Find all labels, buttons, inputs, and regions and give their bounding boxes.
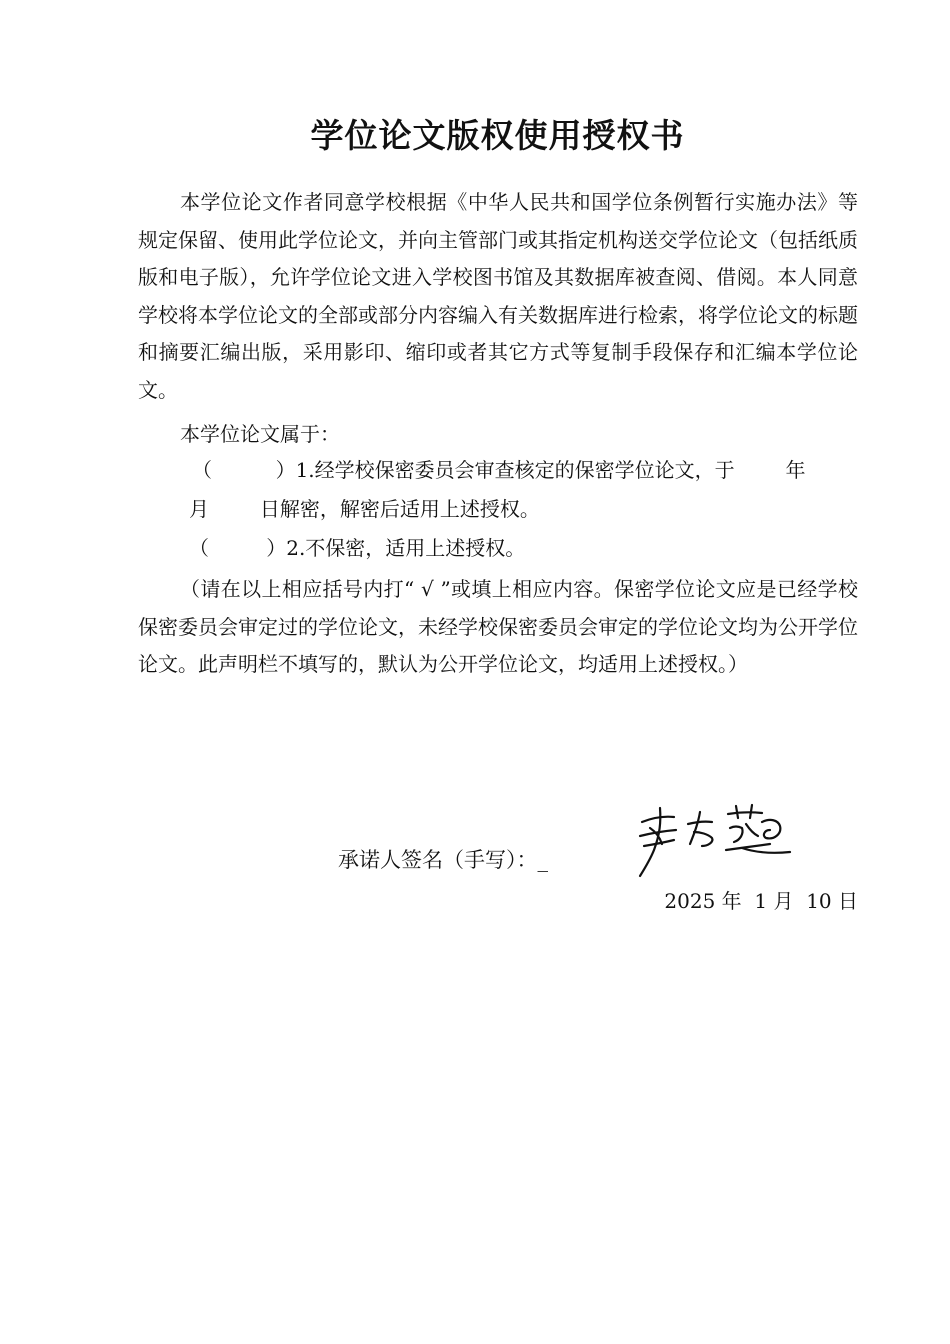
authorization-paragraph: 本学位论文作者同意学校根据《中华人民共和国学位条例暂行实施办法》等规定保留、使用此学位论文，并向主管部门或其指定机构送交学位论文（包括纸质版和电子版），允许学位论文进入学校图书馆及其数据库被查阅、借阅。本人同意学校将本学位论文的全部或部分内容编入有关数据库进行检索，将学位论文的标题和摘要汇编出版，采用影印、缩印或者其它方式等复制手段保存和汇编本学位论文。 <box>138 190 858 402</box>
instruction-note: （请在以上相应括号内打“ √ ”或填上相应内容。保密学位论文应是已经学校保密委员会审定过的学位论文，未经学校保密委员会审定的学位论文均为公开学位论文。此声明栏不填写的，默认为公开学位论文，均适用上述授权。） <box>138 577 858 676</box>
option-confidential-line2: 月 日解密，解密后适用上述授权。 <box>189 497 540 521</box>
belongs-to-label: 本学位论文属于： <box>180 422 340 446</box>
signing-date: 2025 年 1 月 10 日 <box>664 889 858 913</box>
option-not-confidential: （ ）2.不保密，适用上述授权。 <box>189 536 526 560</box>
document-title: 学位论文版权使用授权书 <box>310 116 685 155</box>
option-confidential-line1: （ ）1.经学校保密委员会审查核定的保密学位论文，于 年 <box>192 458 806 482</box>
signature-label: 承诺人签名（手写）：_ <box>338 848 548 872</box>
handwritten-signature <box>630 800 795 882</box>
